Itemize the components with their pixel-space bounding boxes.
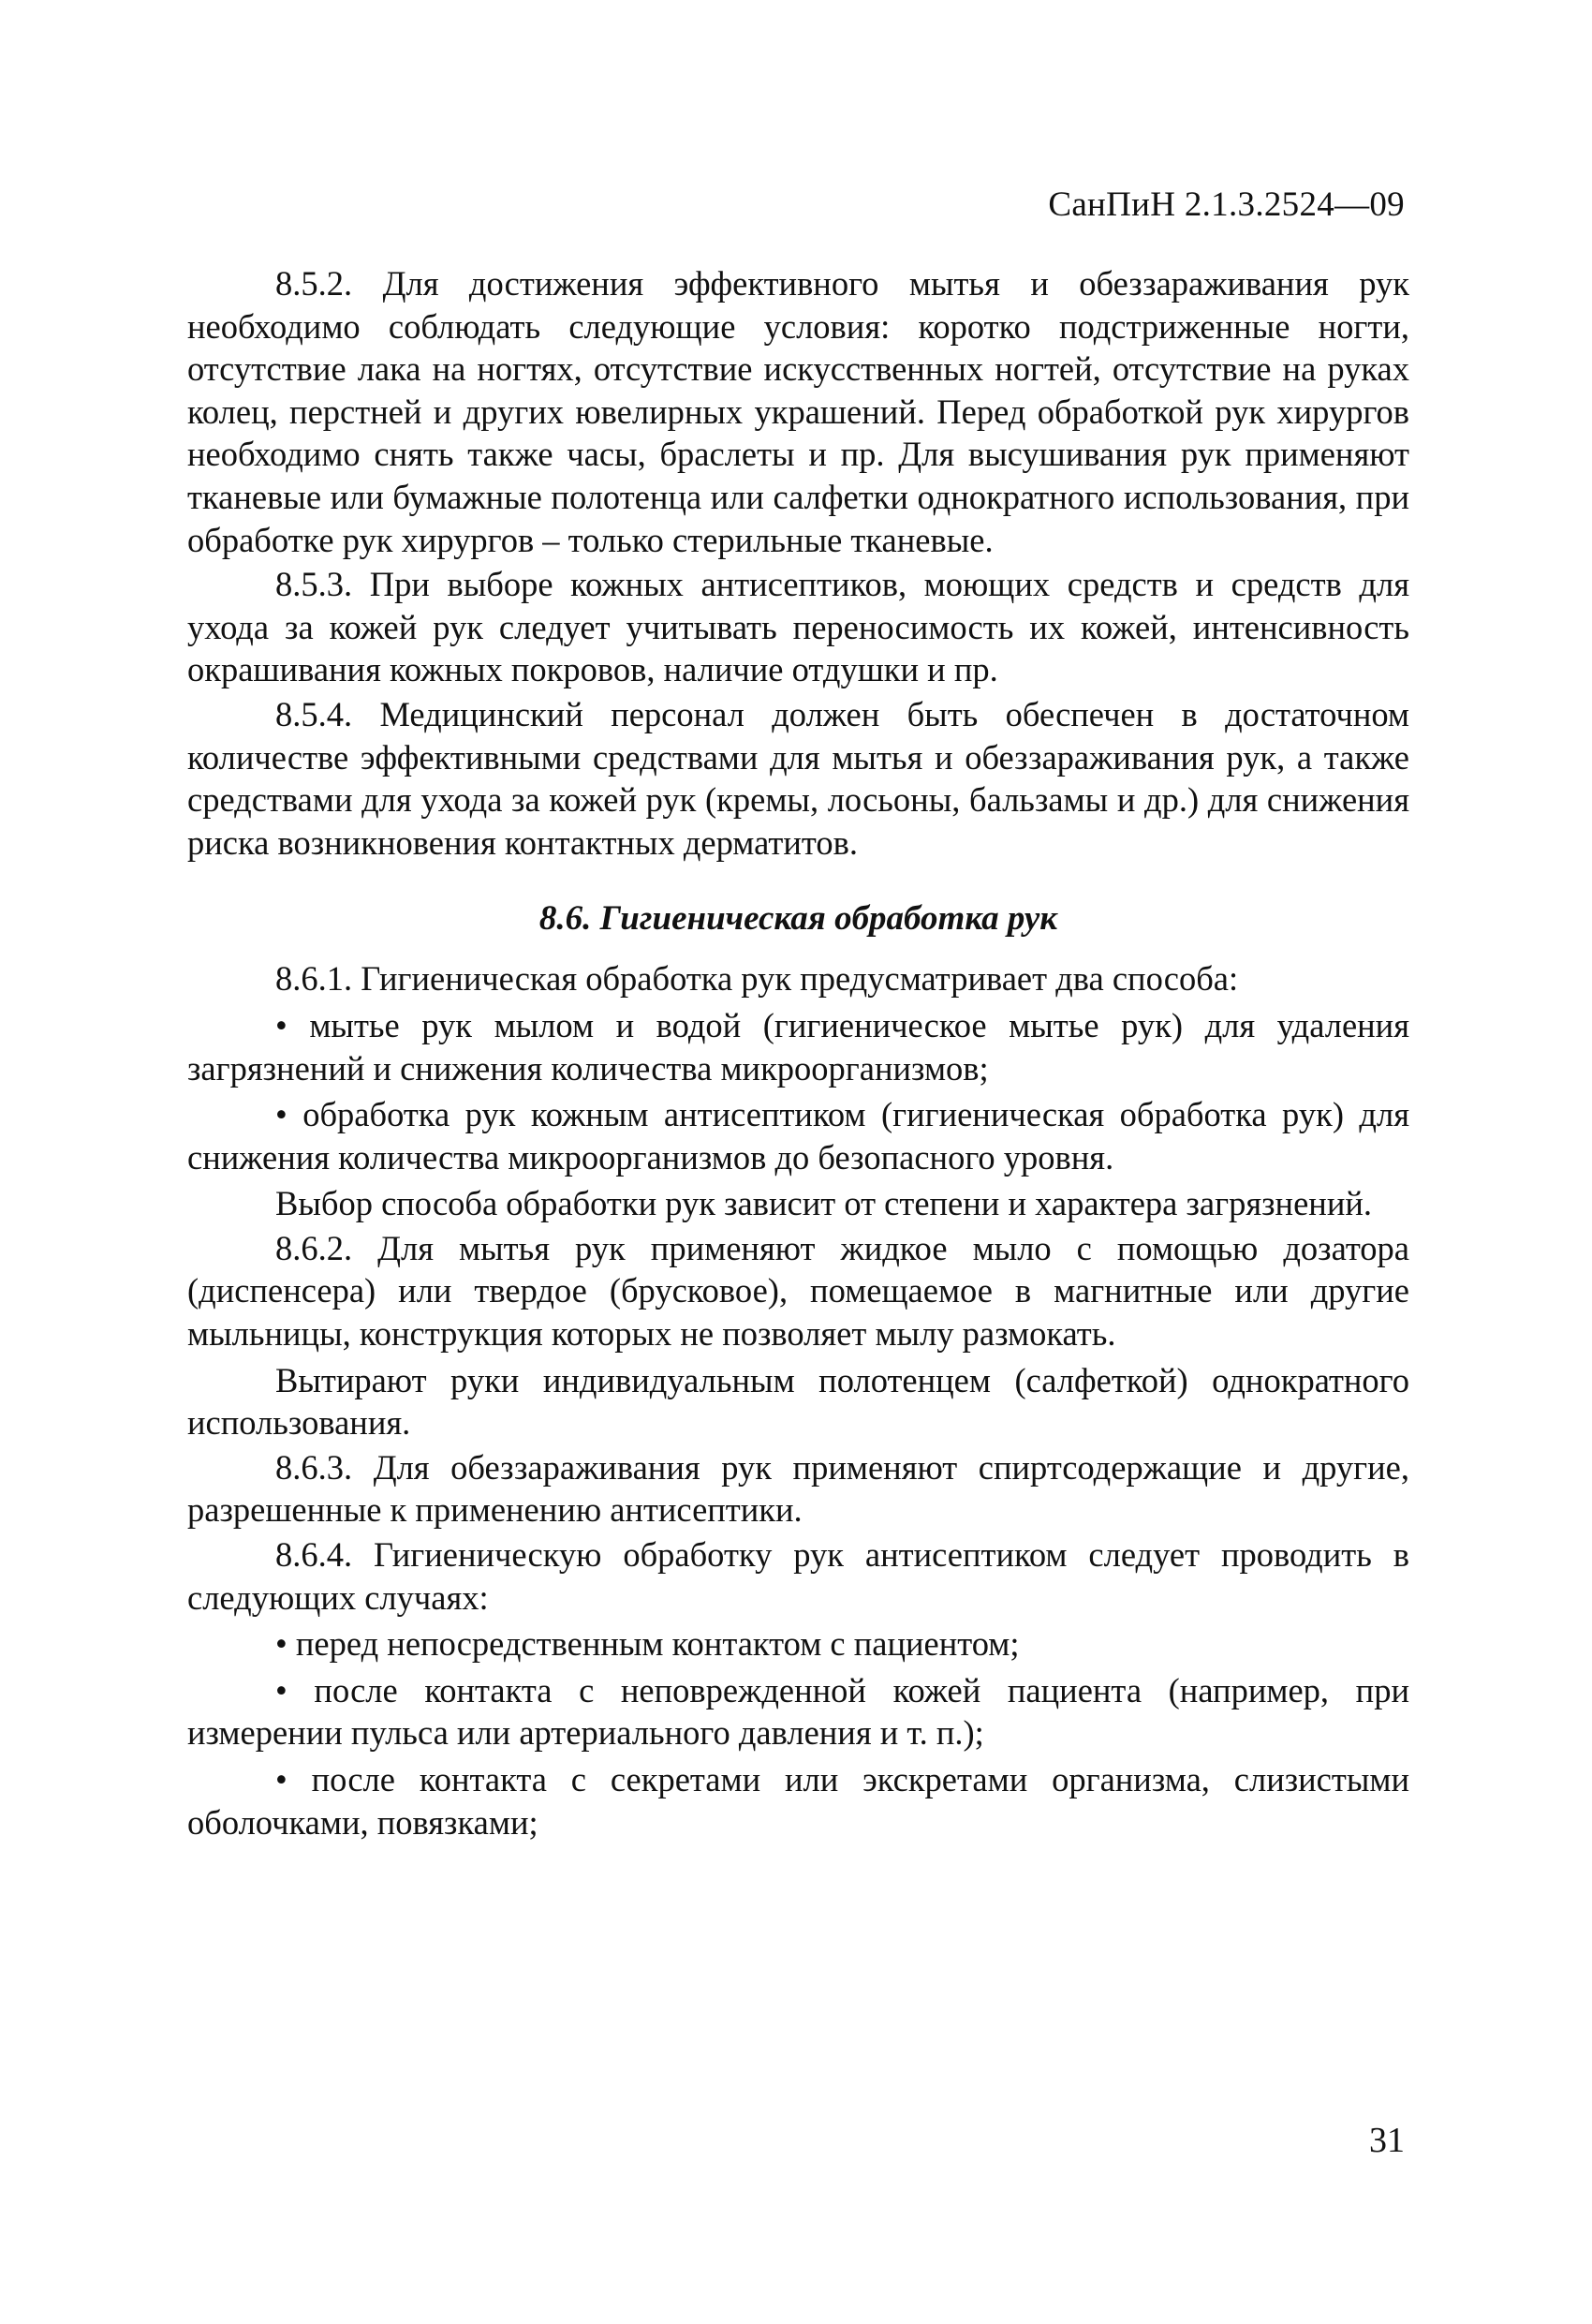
bullet-after-skin-contact: • после контакта с неповрежденной кожей пациента (например, при измерении пульса или артериального давления и т. п.); — [187, 1670, 1409, 1753]
paragraph-method-choice: Выбор способа обработки рук зависит от степени и характера загрязнений. — [275, 1184, 1373, 1223]
section-title-8-6: 8.6. Гигиеническая обработка рук — [538, 899, 1058, 939]
paragraph-8-6-4: 8.6.4. Гигиеническую обработку рук антисептиком следует проводить в следующих случаях: — [187, 1535, 1409, 1617]
document-body — [187, 262, 1409, 1845]
bullet-antiseptic-treatment: • обработка рук кожным антисептиком (гигиеническая обработка рук) для снижения количества микроорганизмов до безопасного уровня. — [187, 1095, 1409, 1177]
bullet-hand-washing: • мытье рук мылом и водой (гигиеническое мытье рук) для удаления загрязнений и снижения количества микроорганизмов; — [187, 1005, 1409, 1088]
bullet-before-contact: • перед непосредственным контактом с пациентом; — [275, 1624, 1020, 1664]
paragraph-8-6-1: 8.6.1. Гигиеническая обработка рук предусматривает два способа: — [275, 959, 1239, 999]
paragraph-8-5-2: 8.5.2. Для достижения эффективного мытья и обеззараживания рук необходимо соблюдать следующие условия: коротко подстриженные ногти, отсутствие лака на ногтях, отсутствие искусственных ногтей, отсутствие на руках колец, перстней и других ювелирных украшений. Перед обработкой рук хирургов необходимо снять также часы, браслеты и пр. Для высушивания рук применяют тканевые или бумажные полотенца или салфетки однократного использования, при обработке рук хирургов – только стерильные тканевые. — [187, 264, 1409, 559]
paragraph-8-5-3: 8.5.3. При выборе кожных антисептиков, моющих средств и средств для ухода за кожей рук следует учитывать переносимость их кожей, интенсивность окрашивания кожных покровов, наличие отдушки и пр. — [187, 565, 1409, 689]
page-number: 31 — [1369, 2121, 1405, 2160]
paragraph-8-5-4: 8.5.4. Медицинский персонал должен быть обеспечен в достаточном количестве эффективными средствами для мытья и обеззараживания рук, а также средствами для ухода за кожей рук (кремы, лосьоны, бальзамы и др.) для снижения риска возникновения контактных дерматитов. — [187, 694, 1409, 862]
paragraph-towel: Вытирают руки индивидуальным полотенцем (салфеткой) однократного использования. — [187, 1360, 1409, 1443]
paragraph-8-6-2: 8.6.2. Для мытья рук применяют жидкое мыло с помощью дозатора (диспенсера) или твердое (брусковое), помещаемое в магнитные или другие мыльницы, конструкция которых не позволяет мылу размокать. — [187, 1228, 1409, 1354]
document-header: СанПиН 2.1.3.2524—09 — [1048, 185, 1405, 224]
bullet-after-secretions-contact: • после контакта с секретами или экскретами организма, слизистыми оболочками, повязками; — [187, 1760, 1409, 1842]
paragraph-8-6-3: 8.6.3. Для обеззараживания рук применяют спиртсодержащие и другие, разрешенные к применению антисептики. — [187, 1447, 1409, 1530]
